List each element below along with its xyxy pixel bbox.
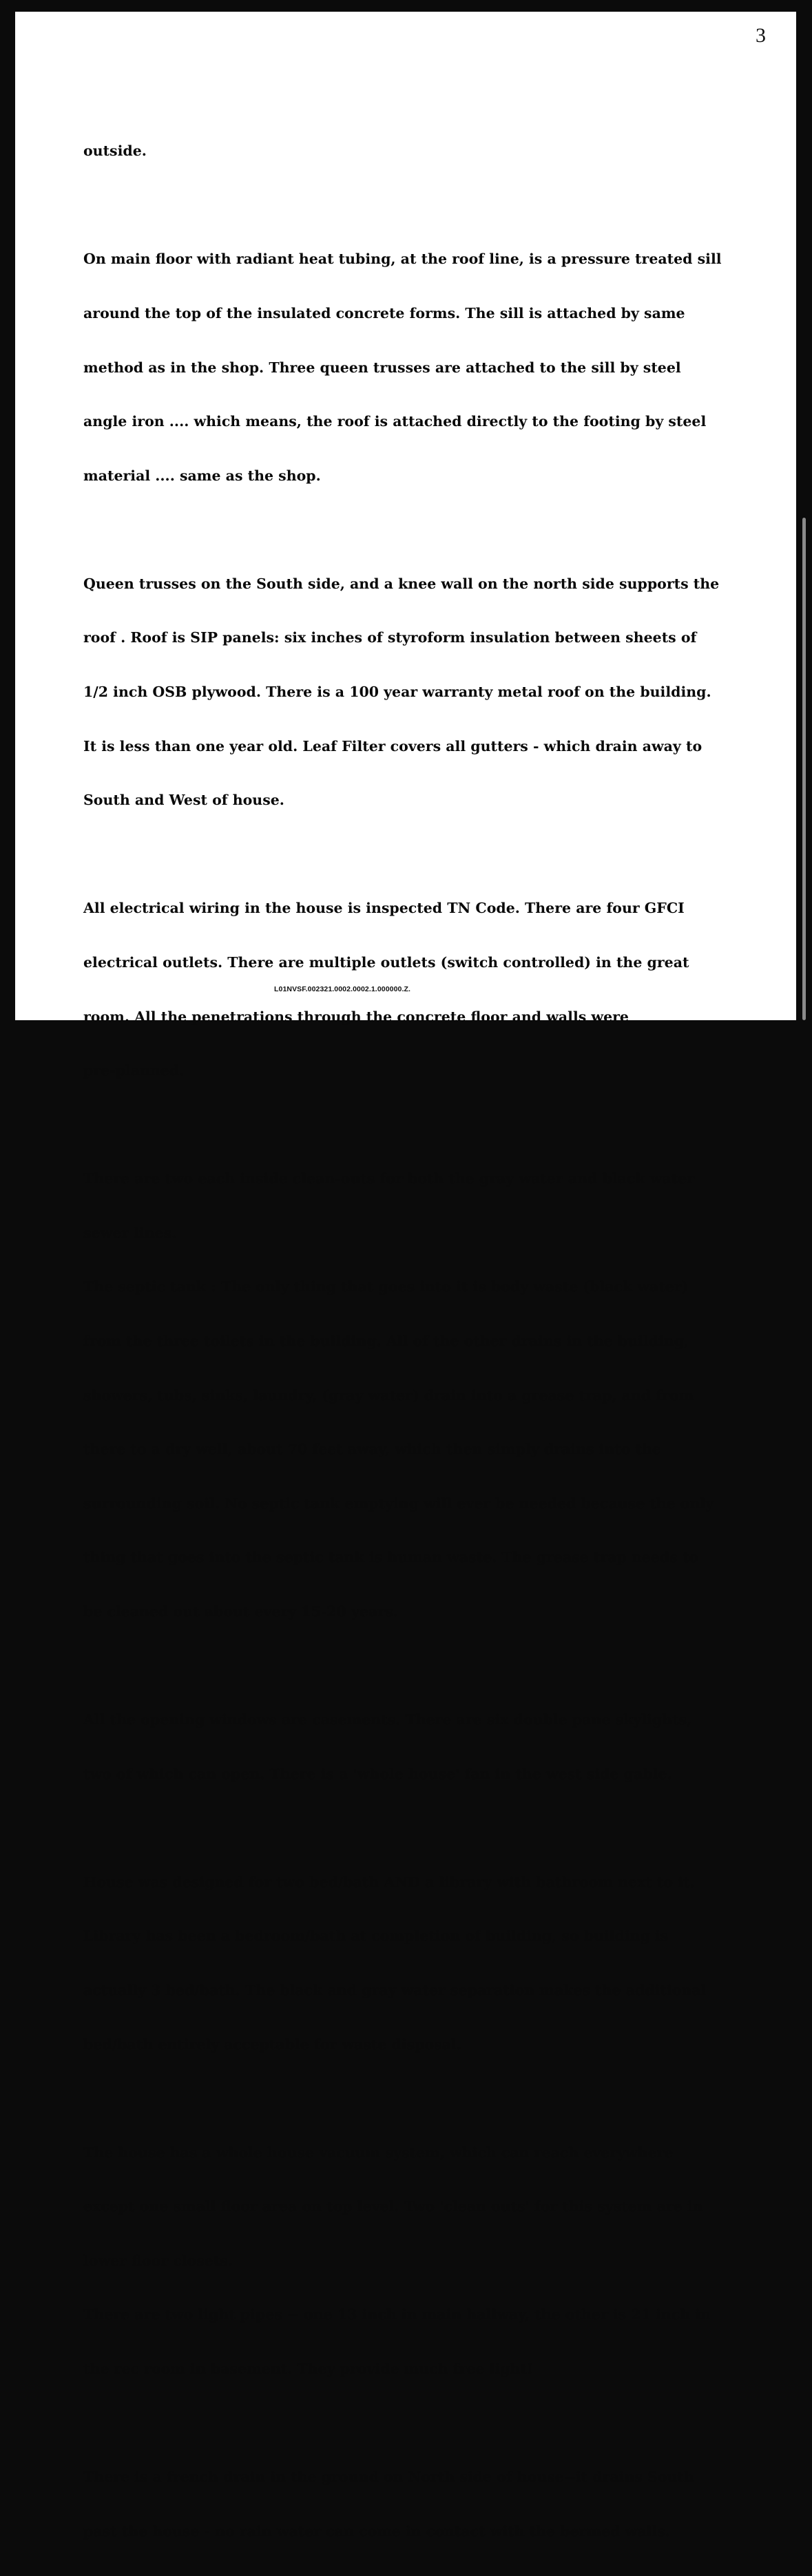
paragraph [83,1837,731,2089]
paragraph [83,214,731,520]
text-line: pre-planned. [83,1062,185,1079]
text-line: There are two light pipes -- one 13 inch in main hallway, the other is 21 inch in [83,2306,711,2323]
text-line: around the top of the insulated concrete forms. The sill is attached by same [83,305,685,322]
text-line: lower floor closets. [83,2252,233,2269]
text-line: It is less than one year old. Leaf Filter covers all gutters - which drain away to [83,737,702,754]
text-line: material .... same as the shop. [83,467,321,484]
text-line: The septic tank : The only thing that goes into it is body waste (black water) [83,1278,689,1296]
text-line: There are two each inside clean-outs for both the gray water and black water [83,1170,694,1187]
text-line: electrical outlets. There are multiple outlets (switch controlled) in the great [83,953,689,971]
page-number: 3 [756,24,766,47]
text-line: bed/bath entirely acceptable for waste disposal. [83,2036,461,2053]
text-line: Library has been a bedroom/bath at completion of building, so building is [83,1928,669,1945]
text-line: outside. [83,142,147,160]
text-line: South and West of house. [83,792,284,809]
text-line: roof . Roof is SIP panels: six inches of styroform insulation between sheets of [83,629,697,646]
paragraph [83,1675,731,1819]
text-line: thing that goes into the septic tank is human waste. The grease trap needs to [83,1549,699,1566]
vertical-scrollbar[interactable] [802,518,806,1020]
document-body [83,106,731,2576]
text-line: there to a dry well, about 70 feet away, which then simply drains into the [83,1441,661,1458]
text-line: All electrical wiring in the house is inspected TN Code. There are four GFCI [83,900,685,917]
text-line: There is a french drain in the ground on North side of house--it drains South [83,2468,694,2485]
text-line: surrounding soil. No septic tank emptying will ever be needed because the only [83,1495,714,1512]
paragraph [83,1134,731,1657]
text-line: On main floor with radiant heat tubing, at the roof line, is a pressure treated sill [83,251,722,268]
text-line: All the opening windows are casements. There are six double pane skylights, [83,1711,692,1729]
paragraph [83,2107,731,2414]
paragraph [83,538,731,845]
text-line: 1/2 inch OSB plywood. There is a 100 year warranty metal roof on the building. [83,684,711,701]
text-line: method as in the shop. Three queen trusses are attached to the sill by steel [83,359,681,376]
text-line: angle iron .... which means, the roof is attached directly to the footing by steel [83,413,707,430]
document-page [15,12,796,2540]
text-line: the rec room in basement. They provide much free light! [83,2360,533,2377]
text-line: past the house - no rain water can come in contact with the bermed walls. [83,2522,670,2540]
paragraph [83,2432,731,2576]
text-line: sewer lines. [83,1224,177,1241]
paragraph [83,106,731,196]
document-id-code: L01NVSF.002321.0002.0002.1.000000.Z. [274,985,410,993]
text-line: two of which can open. There is a 'whole house' fan in the west side gable. [83,1765,672,1782]
text-line: actually 3 bed/bath. The black and gray water separation makes the additional [83,1981,707,1998]
text-line: Queen trusses on the South side, and a knee wall on the north side supports the [83,575,720,592]
text-line: showers, tubs, sinks, laundry, (gray water) drain into a grease trap, and from [83,1386,694,1404]
text-line: be cleaned out about every 15-20 years. [83,1603,398,1620]
text-line: room. All the penetrations through the concrete floor and walls were [83,1008,629,1025]
text-line: House was designed for two bed/bath AND a library with bathroom next to it. [83,1873,695,1890]
text-line: The house has a whole house vacuum system, which can reach everywhere [83,2144,674,2161]
text-line: from the three toilets in the building. All of the other drains in the building, [83,1333,689,1349]
text-line: except one small floor area on top level. Two 'clean outs' for this system are in [83,2198,703,2215]
